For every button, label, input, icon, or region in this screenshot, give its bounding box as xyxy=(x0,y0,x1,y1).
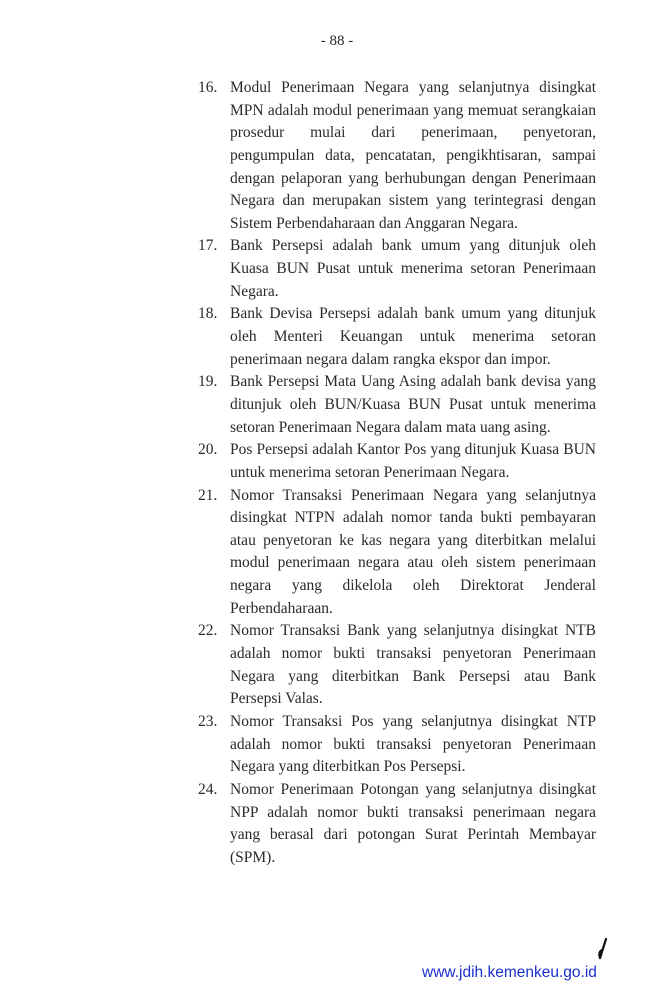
item-number: 20. xyxy=(198,441,218,459)
text-line: Negara yang diterbitkan Bank Persepsi atau Bank xyxy=(230,667,596,685)
text-line: Pos Persepsi adalah Kantor Pos yang ditunjuk Kuasa BUN xyxy=(230,441,596,459)
item-number: 21. xyxy=(198,486,218,504)
text-line: Bank Persepsi Mata Uang Asing adalah bank devisa yang xyxy=(230,373,596,391)
list-item xyxy=(198,711,596,779)
page-number: - 88 - xyxy=(320,33,354,49)
text-line: Persepsi Valas. xyxy=(230,690,323,708)
item-text xyxy=(230,485,596,621)
item-text xyxy=(230,303,596,371)
item-text xyxy=(230,371,596,439)
text-line: dengan pelaporan yang berhubungan dengan Penerimaan xyxy=(230,169,596,187)
text-line: Negara yang diterbitkan Pos Persepsi. xyxy=(230,758,466,776)
text-line: Negara. xyxy=(230,282,279,300)
list-item xyxy=(198,485,596,621)
item-number: 19. xyxy=(198,373,218,391)
text-line: disingkat NTPN adalah nomor tanda bukti pembayaran xyxy=(230,509,596,527)
text-line: Bank Devisa Persepsi adalah bank umum yang ditunjuk xyxy=(230,305,596,323)
item-text xyxy=(230,779,596,870)
item-number: 22. xyxy=(198,622,218,640)
text-line: (SPM). xyxy=(230,848,276,866)
text-line: Sistem Perbendaharaan dan Anggaran Negara. xyxy=(230,214,518,232)
text-line: oleh Menteri Keuangan untuk menerima setoran xyxy=(230,328,596,346)
list-item xyxy=(198,77,596,235)
list-item xyxy=(198,303,596,371)
text-line: Nomor Transaksi Penerimaan Negara yang selanjutnya xyxy=(230,486,596,504)
item-text xyxy=(230,439,596,484)
definition-list xyxy=(198,77,596,869)
item-number: 18. xyxy=(198,305,218,323)
list-item xyxy=(198,371,596,439)
item-text xyxy=(230,235,596,303)
text-line: Bank Persepsi adalah bank umum yang ditunjuk oleh xyxy=(230,237,596,255)
text-line: negara yang dikelola oleh Direktorat Jenderal xyxy=(230,577,596,595)
footer-link[interactable]: www.jdih.kemenkeu.go.id xyxy=(422,964,597,981)
item-text xyxy=(230,77,596,235)
text-line: Perbendaharaan. xyxy=(230,599,333,617)
list-item xyxy=(198,439,596,484)
text-line: Nomor Transaksi Bank yang selanjutnya disingkat NTB xyxy=(230,622,596,640)
text-line: untuk menerima setoran Penerimaan Negara. xyxy=(230,463,510,481)
text-line: Kuasa BUN Pusat untuk menerima setoran Penerimaan xyxy=(230,260,596,278)
text-line: pengumpulan data, pencatatan, pengikhtisaran, sampai xyxy=(230,146,596,164)
item-text xyxy=(230,711,596,779)
text-line: atau penyetoran ke kas negara yang diterbitkan melalui xyxy=(230,531,596,549)
item-text xyxy=(230,620,596,711)
text-line: adalah nomor bukti transaksi penyetoran Penerimaan xyxy=(230,645,596,663)
text-line: NPP adalah nomor bukti transaksi penerimaan negara xyxy=(230,803,596,821)
list-item xyxy=(198,235,596,303)
text-line: modul penerimaan negara atau oleh sistem penerimaan xyxy=(230,554,596,572)
item-number: 24. xyxy=(198,780,218,798)
text-line: Nomor Penerimaan Potongan yang selanjutnya disingkat xyxy=(230,780,596,798)
text-line: ditunjuk oleh BUN/Kuasa BUN Pusat untuk menerima xyxy=(230,395,596,413)
text-line: Modul Penerimaan Negara yang selanjutnya disingkat xyxy=(230,79,596,96)
item-number: 23. xyxy=(198,712,218,730)
item-number: 17. xyxy=(198,237,218,255)
text-line: MPN adalah modul penerimaan yang memuat serangkaian xyxy=(230,101,596,119)
item-number: 16. xyxy=(198,79,218,96)
text-line: Negara dan merupakan sistem yang terintegrasi dengan xyxy=(230,192,596,210)
text-line: setoran Penerimaan Negara dalam mata uang asing. xyxy=(230,418,551,436)
text-line: prosedur mulai dari penerimaan, penyetoran, xyxy=(230,124,596,142)
text-line: yang berasal dari potongan Surat Perintah Membayar xyxy=(230,826,596,844)
text-line: Nomor Transaksi Pos yang selanjutnya disingkat NTP xyxy=(230,712,596,730)
list-item xyxy=(198,779,596,870)
text-line: adalah nomor bukti transaksi penyetoran Penerimaan xyxy=(230,735,596,753)
list-item xyxy=(198,620,596,711)
initial-signature xyxy=(594,938,612,962)
text-line: penerimaan negara dalam rangka ekspor dan impor. xyxy=(230,350,551,368)
